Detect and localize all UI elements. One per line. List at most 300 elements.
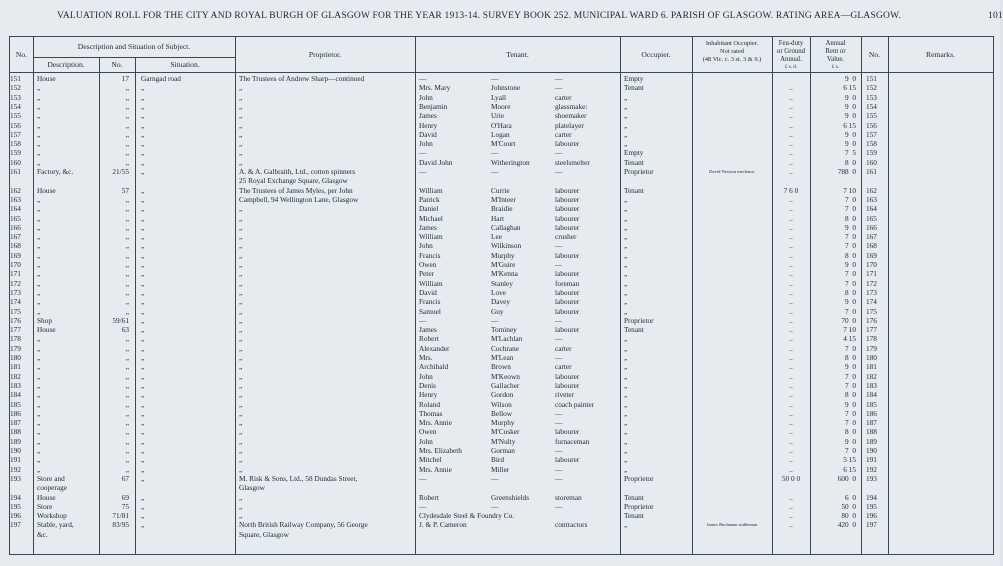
tenant-first-name: Mrs. Annie xyxy=(419,464,452,474)
proprietor-cell: „ xyxy=(239,120,243,130)
tenant-occupation: contractors xyxy=(555,520,588,530)
entry-number: 174 xyxy=(10,297,21,307)
tenant-first-name: John xyxy=(419,241,433,251)
entry-number-right: 186 xyxy=(866,408,877,418)
description-cell: „ xyxy=(37,380,41,390)
tenant-occupation: carter xyxy=(555,92,572,102)
occupier-cell: „ xyxy=(624,269,628,279)
entry-number-right: 185 xyxy=(866,399,877,409)
annual-rent-cell: 6 15 xyxy=(843,464,856,474)
entry-number-right: 184 xyxy=(866,390,877,400)
entry-number: 192 xyxy=(10,464,21,474)
description-cell: „ xyxy=(37,297,41,307)
annual-rent-cell: 9 0 xyxy=(845,297,856,307)
entry-number: 194 xyxy=(10,492,21,502)
feuduty-line-2: or Ground xyxy=(776,48,806,55)
entry-number-right: 154 xyxy=(866,101,877,111)
occupier-cell: „ xyxy=(624,278,628,288)
situation-cell: „ xyxy=(141,464,145,474)
entry-number-right: 172 xyxy=(866,278,877,288)
page-number: 101 xyxy=(988,11,1003,21)
tenant-occupation: — xyxy=(555,408,563,418)
rent-line-1: Annual xyxy=(825,40,846,47)
feu-duty-cell: .. xyxy=(789,380,793,390)
tenant-first-name: William xyxy=(419,232,443,242)
description-cell: „ xyxy=(37,436,41,446)
description-cell: „ xyxy=(37,222,41,232)
occupier-cell: „ xyxy=(624,371,628,381)
entry-number-right: 183 xyxy=(866,380,877,390)
annual-rent-cell: 70 0 xyxy=(841,315,856,325)
tenant-surname: M'Court xyxy=(491,139,516,149)
description-cell: House xyxy=(37,325,56,335)
annual-rent-cell: 7 0 xyxy=(845,371,856,381)
proprietor-cell: „ xyxy=(239,371,243,381)
occupier-cell: „ xyxy=(624,101,628,111)
tenant-first-name: J. & P. Cameron xyxy=(419,520,467,530)
entry-number: 163 xyxy=(10,194,21,204)
street-number-cell: „ xyxy=(125,222,129,232)
tenant-occupation: labourer xyxy=(555,380,580,390)
description-cell: „ xyxy=(37,241,41,251)
table-row xyxy=(10,325,993,334)
entry-number-right: 171 xyxy=(866,269,877,279)
proprietor-cell: The Trustees of James Myles, per John xyxy=(239,185,353,195)
tenant-surname: Wilkinson xyxy=(491,241,522,251)
entry-number-right: 166 xyxy=(866,222,877,232)
entry-number: 182 xyxy=(10,371,21,381)
proprietor-cell: „ xyxy=(239,408,243,418)
description-cell: „ xyxy=(37,204,41,214)
annual-rent-cell: 4 15 xyxy=(843,334,856,344)
proprietor-cell: „ xyxy=(239,232,243,242)
street-number-cell: „ xyxy=(125,464,129,474)
occupier-cell: „ xyxy=(624,232,628,242)
table-row xyxy=(10,446,993,455)
tenant-surname: Stanley xyxy=(491,278,513,288)
annual-rent-cell: 8 0 xyxy=(845,353,856,362)
tenant-surname: Johnstone xyxy=(491,83,521,93)
tenant-first-name: Samuel xyxy=(419,306,441,316)
entry-number: 190 xyxy=(10,446,21,455)
entry-number: 187 xyxy=(10,418,21,428)
situation-cell: „ xyxy=(141,362,145,372)
entry-number-right: 181 xyxy=(866,362,877,372)
feu-duty-cell: .. xyxy=(789,520,793,530)
tenant-first-name: John xyxy=(419,92,433,102)
feu-duty-cell: .. xyxy=(789,241,793,251)
occupier-cell: „ xyxy=(624,306,628,316)
tenant-surname: Davey xyxy=(491,297,511,307)
street-number-cell: „ xyxy=(125,287,129,297)
situation-cell: „ xyxy=(141,343,145,353)
occupier-cell: „ xyxy=(624,213,628,223)
street-number-cell: „ xyxy=(125,418,129,428)
occupier-cell: Tenant xyxy=(624,157,644,167)
proprietor-cell: „ xyxy=(239,297,243,307)
tenant-first-name: Denis xyxy=(419,380,437,390)
tenant-first-name: Archibald xyxy=(419,362,449,372)
situation-cell: „ xyxy=(141,157,145,167)
annual-rent-cell: 7 0 xyxy=(845,194,856,204)
entry-number-right: 155 xyxy=(866,111,877,121)
tenant-occupation: labourer xyxy=(555,427,580,437)
occupier-cell: „ xyxy=(624,380,628,390)
table-row xyxy=(10,483,993,492)
annual-rent-cell: 80 0 xyxy=(841,511,856,521)
col-header-occupier: Occupier. xyxy=(641,50,671,59)
description-cell: „ xyxy=(37,408,41,418)
occupier-cell: Proprietor xyxy=(624,315,654,325)
annual-rent-cell: 9 0 xyxy=(845,129,856,139)
annual-rent-cell: 7 0 xyxy=(845,380,856,390)
description-cell: „ xyxy=(37,129,41,139)
table-row xyxy=(10,204,993,213)
tenant-first-name: Peter xyxy=(419,269,434,279)
proprietor-cell: „ xyxy=(239,92,243,102)
situation-cell: „ xyxy=(141,241,145,251)
entry-number-right: 152 xyxy=(866,83,877,93)
entry-number: 184 xyxy=(10,390,21,400)
situation-cell: „ xyxy=(141,501,145,511)
tenant-first-name: John xyxy=(419,436,433,446)
entry-number: 180 xyxy=(10,353,21,362)
col-header-no: No. xyxy=(15,50,28,59)
occupier-cell: „ xyxy=(624,260,628,269)
annual-rent-cell: 7 0 xyxy=(845,306,856,316)
street-number-cell: „ xyxy=(125,232,129,242)
tenant-first-name: Daniel xyxy=(419,204,439,214)
proprietor-cell: „ xyxy=(239,436,243,446)
tenant-occupation: labourer xyxy=(555,213,580,223)
feu-duty-cell: .. xyxy=(789,111,793,121)
tenant-occupation: — xyxy=(555,418,563,428)
tenant-occupation: carter xyxy=(555,129,572,139)
feu-duty-cell: .. xyxy=(789,390,793,400)
table-row xyxy=(10,427,993,436)
tenant-first-name: Robert xyxy=(419,334,439,344)
annual-rent-cell: 8 0 xyxy=(845,427,856,437)
tenant-occupation: — xyxy=(555,315,563,325)
street-number-cell: 67 xyxy=(121,473,129,483)
tenant-surname: Miller xyxy=(491,464,510,474)
annual-rent-cell: 7 0 xyxy=(845,269,856,279)
tenant-occupation: labourer xyxy=(555,269,580,279)
entry-number-right: 153 xyxy=(866,92,877,102)
description-cell: House xyxy=(37,74,56,83)
proprietor-cell: The Trustees of Andrew Sharp—continued xyxy=(239,74,365,83)
col-header-description-group: Description and Situation of Subject. xyxy=(77,42,191,51)
page-title: VALUATION ROLL FOR THE CITY AND ROYAL BURGH OF GLASGOW FOR THE YEAR 1913-14. SURVEY BOOK 252. MUNICIPAL WARD 6. PARISH OF GLASGOW. RATING AREA—GLASGOW. xyxy=(57,11,901,21)
street-number-cell: „ xyxy=(125,92,129,102)
proprietor-cell: „ xyxy=(239,213,243,223)
tenant-surname: Logan xyxy=(491,129,510,139)
entry-number: 175 xyxy=(10,306,21,316)
annual-rent-cell: 7 0 xyxy=(845,232,856,242)
description-cell: „ xyxy=(37,101,41,111)
description-cell: „ xyxy=(37,278,41,288)
situation-cell: „ xyxy=(141,325,145,335)
tenant-surname: Cochrane xyxy=(491,343,519,353)
entry-number: 181 xyxy=(10,362,21,372)
occupier-cell: Tenant xyxy=(624,325,644,335)
annual-rent-cell: 7 0 xyxy=(845,278,856,288)
tenant-occupation: labourer xyxy=(555,287,580,297)
entry-number: 162 xyxy=(10,185,21,195)
proprietor-cell: „ xyxy=(239,464,243,474)
description-cell: Workshop xyxy=(37,511,67,521)
annual-rent-cell: 7 10 xyxy=(843,325,856,335)
entry-number: 155 xyxy=(10,111,21,121)
tenant-occupation: — xyxy=(555,148,563,158)
feu-duty-cell: .. xyxy=(789,511,793,521)
tenant-surname: M'Inteer xyxy=(491,194,516,204)
tenant-occupation: glassmake: xyxy=(555,101,588,111)
col-header-number: No. xyxy=(111,60,123,69)
tenant-first-name: David John xyxy=(419,157,453,167)
situation-cell: „ xyxy=(141,213,145,223)
description-cell: Store xyxy=(37,501,53,511)
description-cell: „ xyxy=(37,83,41,93)
street-number-cell: „ xyxy=(125,139,129,149)
feu-duty-cell: .. xyxy=(789,371,793,381)
annual-rent-cell: 6 15 xyxy=(843,120,856,130)
tenant-surname: Witherington xyxy=(491,157,530,167)
table-row xyxy=(10,167,993,176)
tenant-surname: Brown xyxy=(491,362,511,372)
tenant-surname: Gordon xyxy=(491,390,514,400)
situation-cell: „ xyxy=(141,139,145,149)
tenant-surname: M'Kenna xyxy=(491,269,518,279)
description-cell: „ xyxy=(37,390,41,400)
tenant-surname: Lyall xyxy=(491,92,506,102)
tenant-first-name: Patrick xyxy=(419,194,440,204)
table-row xyxy=(10,418,993,427)
table-row xyxy=(10,372,993,381)
tenant-first-name: John xyxy=(419,139,433,149)
situation-cell: „ xyxy=(141,334,145,344)
entry-number: 173 xyxy=(10,287,21,297)
entry-number: 153 xyxy=(10,92,21,102)
entry-number-right: 163 xyxy=(866,194,877,204)
entry-number: 160 xyxy=(10,157,21,167)
entry-number-right: 180 xyxy=(866,353,877,362)
table-row xyxy=(10,74,993,83)
occupier-cell: „ xyxy=(624,297,628,307)
entry-number-right: 187 xyxy=(866,418,877,428)
proprietor-cell: Square, Glasgow xyxy=(239,529,289,539)
occupier-cell: „ xyxy=(624,455,628,465)
annual-rent-cell: 8 0 xyxy=(845,287,856,297)
entry-number: 195 xyxy=(10,501,21,511)
proprietor-cell: M. Risk & Sons, Ltd., 58 Dundas Street, xyxy=(239,473,358,483)
tenant-occupation: labourer xyxy=(555,222,580,232)
occupier-cell: „ xyxy=(624,204,628,214)
occupier-cell: „ xyxy=(624,111,628,121)
street-number-cell: 17 xyxy=(121,74,129,83)
annual-rent-cell: 7 5 xyxy=(845,148,856,158)
tenant-occupation: labourer xyxy=(555,185,580,195)
tenant-first-name: Owen xyxy=(419,260,437,269)
occupier-cell: „ xyxy=(624,92,628,102)
description-cell: „ xyxy=(37,213,41,223)
proprietor-cell: „ xyxy=(239,418,243,428)
street-number-cell: 21/55 xyxy=(112,167,129,176)
street-number-cell: „ xyxy=(125,204,129,214)
tenant-occupation: — xyxy=(555,464,563,474)
feuduty-line-1: Feu-duty xyxy=(778,40,804,47)
tenant-first-name: William xyxy=(419,185,443,195)
inhabitant-occupier-cell: David Newton mechanic xyxy=(709,169,755,174)
entry-number: 151 xyxy=(10,74,21,83)
proprietor-cell: „ xyxy=(239,306,243,316)
situation-cell: „ xyxy=(141,204,145,214)
street-number-cell: „ xyxy=(125,101,129,111)
annual-rent-cell: 9 0 xyxy=(845,362,856,372)
situation-cell: „ xyxy=(141,120,145,130)
entry-number-right: 196 xyxy=(866,511,877,521)
entry-number-right: 179 xyxy=(866,343,877,353)
situation-cell: „ xyxy=(141,250,145,260)
annual-rent-cell: 6 15 xyxy=(843,83,856,93)
tenant-first-name: Benjamin xyxy=(419,101,448,111)
proprietor-cell: „ xyxy=(239,148,243,158)
annual-rent-cell: 50 0 xyxy=(841,501,856,511)
tenant-first-name: James xyxy=(419,222,437,232)
table-row xyxy=(10,214,993,223)
table-row xyxy=(10,241,993,250)
street-number-cell: „ xyxy=(125,241,129,251)
tenant-first-name: Francis xyxy=(419,250,441,260)
street-number-cell: „ xyxy=(125,157,129,167)
tenant-first-name: Mrs. Mary xyxy=(419,83,451,93)
description-cell: „ xyxy=(37,371,41,381)
occupier-cell: Empty xyxy=(624,74,644,83)
description-cell: House xyxy=(37,185,56,195)
tenant-surname: Gallacher xyxy=(491,380,520,390)
feu-duty-cell: .. xyxy=(789,362,793,372)
description-cell: „ xyxy=(37,306,41,316)
annual-rent-cell: 600 0 xyxy=(837,473,856,483)
street-number-cell: „ xyxy=(125,371,129,381)
occupier-cell: „ xyxy=(624,343,628,353)
feu-duty-cell: .. xyxy=(789,83,793,93)
tenant-first-name: — xyxy=(419,148,427,158)
table-row xyxy=(10,502,993,511)
situation-cell: „ xyxy=(141,129,145,139)
description-cell: „ xyxy=(37,148,41,158)
feu-duty-cell: .. xyxy=(789,343,793,353)
entry-number-right: 175 xyxy=(866,306,877,316)
situation-cell: Garngad road xyxy=(141,74,181,83)
feu-duty-cell: .. xyxy=(789,139,793,149)
tenant-occupation: labourer xyxy=(555,204,580,214)
street-number-cell: „ xyxy=(125,334,129,344)
annual-rent-cell: 7 10 xyxy=(843,185,856,195)
proprietor-cell: „ xyxy=(239,343,243,353)
feu-duty-cell: .. xyxy=(789,269,793,279)
occupier-cell: Empty xyxy=(624,148,644,158)
tenant-occupation: — xyxy=(555,446,563,455)
tenant-surname: Bird xyxy=(491,455,504,465)
street-number-cell: 75 xyxy=(121,501,129,511)
tenant-first-name: — xyxy=(419,501,427,511)
col-header-description: Description. xyxy=(47,60,85,69)
tenant-surname: M'Nulty xyxy=(491,436,516,446)
proprietor-cell: „ xyxy=(239,260,243,269)
annual-rent-cell: 9 0 xyxy=(845,222,856,232)
tenant-surname: Urie xyxy=(491,111,504,121)
proprietor-cell: „ xyxy=(239,250,243,260)
table-row xyxy=(10,269,993,278)
proprietor-cell: Glasgow xyxy=(239,483,265,493)
annual-rent-cell: 8 0 xyxy=(845,157,856,167)
description-cell: „ xyxy=(37,334,41,344)
street-number-cell: „ xyxy=(125,380,129,390)
table-row xyxy=(10,139,993,148)
tenant-occupation: labourer xyxy=(555,250,580,260)
description-cell: „ xyxy=(37,120,41,130)
tenant-surname: — xyxy=(491,501,499,511)
occupier-cell: „ xyxy=(624,418,628,428)
tenant-first-name: Mitchel xyxy=(419,455,442,465)
situation-cell: „ xyxy=(141,111,145,121)
tenant-first-name: David xyxy=(419,129,437,139)
situation-cell: „ xyxy=(141,380,145,390)
tenant-first-name: Alexander xyxy=(419,343,450,353)
proprietor-cell: „ xyxy=(239,492,243,502)
tenant-surname: Murphy xyxy=(491,250,515,260)
entry-number-right: 192 xyxy=(866,464,877,474)
street-number-cell: 83/95 xyxy=(112,520,129,530)
entry-number: 156 xyxy=(10,120,21,130)
table-row xyxy=(10,297,993,306)
description-cell: „ xyxy=(37,260,41,269)
table-row xyxy=(10,148,993,157)
annual-rent-cell: 9 0 xyxy=(845,139,856,149)
annual-rent-cell: 5 15 xyxy=(843,455,856,465)
occupier-cell: „ xyxy=(624,120,628,130)
situation-cell: „ xyxy=(141,390,145,400)
description-cell: „ xyxy=(37,139,41,149)
tenant-occupation: — xyxy=(555,74,563,83)
annual-rent-cell: 8 0 xyxy=(845,250,856,260)
description-cell: „ xyxy=(37,464,41,474)
table-row xyxy=(10,251,993,260)
annual-rent-cell: 8 0 xyxy=(845,213,856,223)
proprietor-cell: „ xyxy=(239,139,243,149)
entry-number-right: 193 xyxy=(866,473,877,483)
feu-duty-cell: .. xyxy=(789,260,793,269)
description-cell: House xyxy=(37,492,56,502)
tenant-surname: Moore xyxy=(491,101,511,111)
entry-number: 157 xyxy=(10,129,21,139)
table-row xyxy=(10,186,993,195)
col-header-no-right: No. xyxy=(868,50,881,59)
proprietor-cell: „ xyxy=(239,287,243,297)
street-number-cell: „ xyxy=(125,353,129,362)
occupier-cell: Tenant xyxy=(624,511,644,521)
annual-rent-cell: 420 0 xyxy=(837,520,856,530)
situation-cell: „ xyxy=(141,167,145,176)
tenant-first-name: James xyxy=(419,111,437,121)
street-number-cell: 69 xyxy=(121,492,129,502)
street-number-cell: „ xyxy=(125,362,129,372)
occupier-cell: „ xyxy=(624,520,628,530)
situation-cell: „ xyxy=(141,92,145,102)
occupier-cell: Proprietor xyxy=(624,167,654,176)
table-row xyxy=(10,130,993,139)
